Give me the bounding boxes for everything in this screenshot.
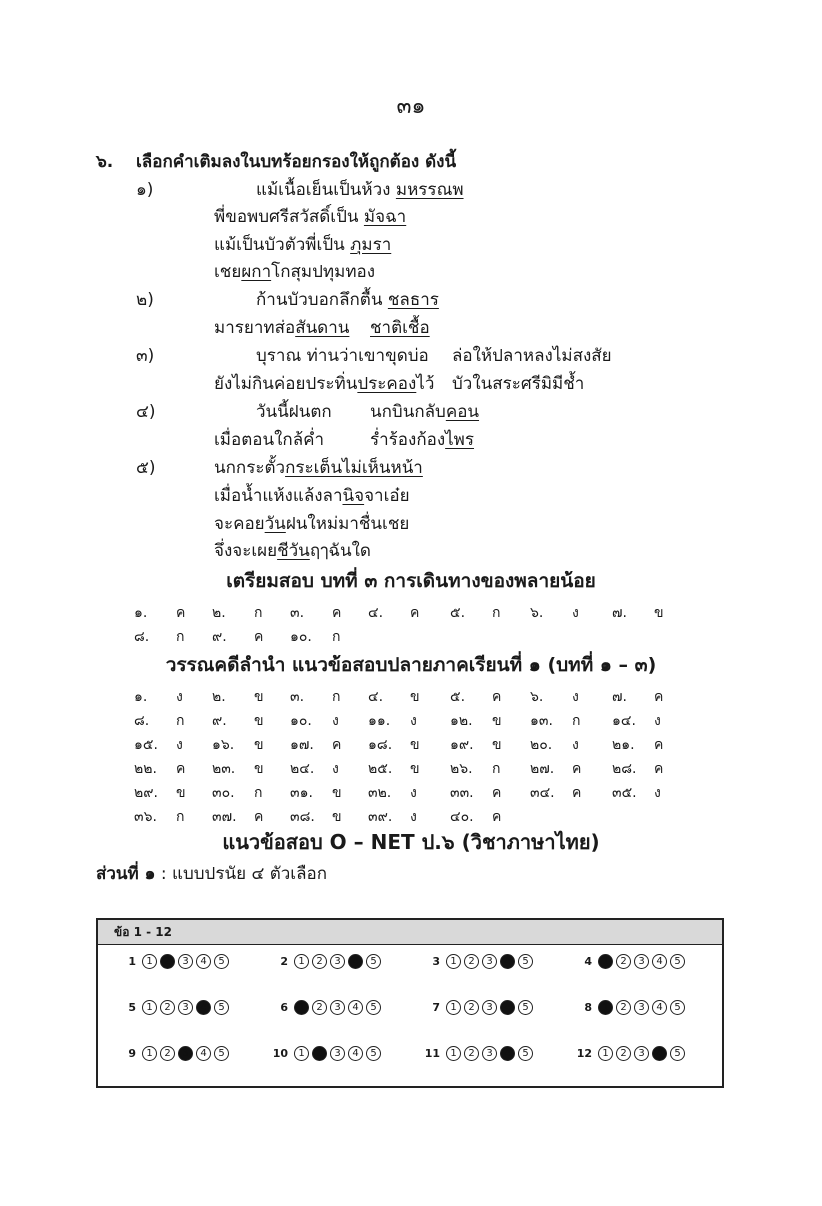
answer-item (290, 710, 339, 732)
answer-number: ๓๕. (612, 785, 637, 801)
answer-item (134, 806, 184, 828)
answer-choice: ค (410, 605, 420, 621)
answer-number: ๓๑. (290, 785, 313, 801)
item3-line1a: บุราณ ท่านว่าเขาขุดบ่อ (256, 346, 429, 366)
bubble-filled: 2 (160, 954, 175, 969)
answer-number: ๓๗. (212, 809, 237, 825)
answer-number: ๓๒. (368, 785, 392, 801)
bubble-option: 1 (294, 954, 309, 969)
bubble-filled: 2 (312, 1046, 327, 1061)
bubble-option: 5 (670, 1046, 685, 1061)
answer-item (450, 710, 502, 732)
answer-item (368, 734, 420, 756)
answer-number: ๑๐. (290, 629, 312, 645)
answer-choice: ง (332, 713, 339, 729)
answer-number: ๔๐. (450, 809, 474, 825)
answer-choice: ข (410, 689, 420, 705)
answer-item (368, 602, 419, 624)
item2-label: ๒) (136, 290, 154, 310)
bubble-question-number: 6 (280, 1001, 288, 1014)
answer-number: ๒๒. (134, 761, 157, 777)
bubble-option: 5 (214, 1000, 229, 1015)
answer-choice: ค (654, 689, 664, 705)
bubble-option: 5 (518, 1000, 533, 1015)
answer-choice: ง (410, 809, 417, 825)
q6-number: ๖. (96, 152, 114, 172)
answer-item (134, 758, 185, 780)
answer-choice: ข (492, 713, 502, 729)
answer-choice: ง (176, 737, 183, 753)
answer-number: ๔. (368, 605, 384, 621)
item1-line3: แม้เป็นบัวตัวพี่เป็น ภุมรา (214, 235, 392, 255)
answer-choice: ง (410, 713, 417, 729)
bubble-option: 1 (142, 1000, 157, 1015)
bubble-filled: 4 (652, 1046, 667, 1061)
answer-item (212, 602, 262, 624)
answer-item (530, 758, 581, 780)
bubble-question-number: 7 (432, 1001, 440, 1014)
bubble-question (422, 1046, 536, 1061)
bubble-option: 4 (196, 954, 211, 969)
item1-label: ๑) (136, 180, 154, 200)
answer-sheet (96, 918, 724, 1088)
bubble-option: 5 (518, 954, 533, 969)
bubble-question-number: 12 (576, 1047, 592, 1060)
answer-item (450, 782, 501, 804)
bubble-option: 5 (366, 1046, 381, 1061)
bubble-question-number: 9 (128, 1047, 136, 1060)
item2-line2b: ชาติเชื้อ (370, 318, 430, 338)
answer-number: ๓๘. (290, 809, 315, 825)
bubble-question-number: 8 (584, 1001, 592, 1014)
answer-choice: ข (654, 605, 664, 621)
answer-item (450, 686, 501, 708)
answer-choice: ค (654, 737, 664, 753)
section2-heading: เตรียมสอบ บทที่ ๓ การเดินทางของพลายน้อย (226, 570, 596, 592)
answer-item (290, 758, 339, 780)
answer-item (368, 782, 417, 804)
answer-number: ๙. (212, 629, 227, 645)
bubble-question (270, 1000, 384, 1015)
answer-choice: ง (572, 737, 579, 753)
bubble-filled: 3 (178, 1046, 193, 1061)
bubble-question (422, 1000, 536, 1015)
bubble-question (118, 1046, 232, 1061)
answer-choice: ก (176, 713, 185, 729)
answer-choice: ก (332, 689, 341, 705)
answer-choice: ข (492, 737, 502, 753)
section4-heading: แนวข้อสอบ O – NET ป.๖ (วิชาภาษาไทย) (222, 830, 600, 854)
bubble-option: 5 (670, 954, 685, 969)
bubble-option: 2 (616, 954, 631, 969)
bubble-question-number: 4 (584, 955, 592, 968)
bubble-question (270, 954, 384, 969)
answer-item (290, 602, 341, 624)
item5-line1: นกกระตั้วกระเต็นไม่เห็นหน้า (214, 458, 423, 478)
bubble-filled: 4 (500, 1046, 515, 1061)
bubble-option: 3 (482, 1046, 497, 1061)
answer-number: ๑๑. (368, 713, 391, 729)
answer-choice: ค (654, 761, 664, 777)
answer-item (212, 758, 264, 780)
answer-choice: ค (572, 761, 582, 777)
answer-item (134, 686, 183, 708)
bubble-question (574, 1046, 688, 1061)
answer-choice: ค (332, 737, 342, 753)
answer-item (212, 734, 264, 756)
answer-choice: ก (492, 761, 501, 777)
answer-number: ๓๓. (450, 785, 474, 801)
bubble-question (270, 1046, 384, 1061)
bubble-option: 1 (598, 1046, 613, 1061)
bubble-option: 5 (518, 1046, 533, 1061)
bubble-option: 3 (634, 1046, 649, 1061)
bubble-option: 4 (348, 1046, 363, 1061)
bubble-option: 3 (330, 954, 345, 969)
answer-item (530, 602, 579, 624)
item1-line1: แม้เนื้อเย็นเป็นห้วง มหรรณพ (256, 180, 464, 200)
answer-number: ๘. (134, 629, 150, 645)
bubble-option: 2 (160, 1000, 175, 1015)
answer-number: ๑๒. (450, 713, 473, 729)
item4-line2b: ร่ำร้องก้องไพร (370, 430, 475, 450)
answer-choice: ข (332, 785, 342, 801)
bubble-option: 1 (142, 1046, 157, 1061)
bubble-question-number: 5 (128, 1001, 136, 1014)
answer-choice: ค (254, 809, 264, 825)
answer-item (212, 686, 264, 708)
answer-choice: ข (176, 785, 186, 801)
bubble-filled: 1 (598, 1000, 613, 1015)
bubble-option: 3 (330, 1046, 345, 1061)
q6-title: เลือกคำเติมลงในบทร้อยกรองให้ถูกต้อง ดังนี้ (136, 152, 457, 172)
answer-number: ๘. (134, 713, 150, 729)
answer-item (612, 782, 661, 804)
answer-sheet-header: ข้อ 1 - 12 (98, 920, 722, 945)
answer-number: ๒. (212, 689, 226, 705)
bubble-option: 3 (482, 1000, 497, 1015)
answer-choice: ก (572, 713, 581, 729)
answer-number: ๑๕. (134, 737, 158, 753)
answer-choice: ง (572, 605, 579, 621)
answer-item (134, 602, 185, 624)
answer-item (450, 734, 502, 756)
answer-number: ๑๗. (290, 737, 314, 753)
answer-number: ๔. (368, 689, 384, 705)
bubble-option: 1 (294, 1046, 309, 1061)
answer-number: ๓๖. (134, 809, 157, 825)
answer-item (530, 734, 579, 756)
answer-number: ๒. (212, 605, 226, 621)
answer-number: ๒๕. (368, 761, 393, 777)
answer-choice: ง (410, 785, 417, 801)
answer-item (368, 806, 417, 828)
item3-line2a: ยังไม่กินค่อยประทิ่นประคองไว้ (214, 374, 435, 394)
bubble-option: 5 (366, 1000, 381, 1015)
answer-item (212, 806, 263, 828)
answer-choice: ข (410, 737, 420, 753)
answer-choice: ก (254, 785, 263, 801)
answer-choice: ง (654, 785, 661, 801)
answer-number: ๓. (290, 689, 305, 705)
bubble-option: 2 (312, 1000, 327, 1015)
bubble-question (422, 954, 536, 969)
bubble-question (574, 954, 688, 969)
answer-number: ๒๓. (212, 761, 236, 777)
answer-number: ๖. (530, 689, 544, 705)
answer-number: ๕. (450, 605, 466, 621)
answer-number: ๑๘. (368, 737, 393, 753)
answer-number: ๑๓. (530, 713, 553, 729)
item5-line3: จะคอยวันฝนใหม่มาชื่นเชย (214, 514, 410, 534)
bubble-option: 1 (142, 954, 157, 969)
bubble-filled: 4 (500, 1000, 515, 1015)
answer-number: ๒๐. (530, 737, 553, 753)
answer-number: ๖. (530, 605, 544, 621)
bubble-filled: 1 (598, 954, 613, 969)
item5-line4: จึ่งจะเผยชีวันฤๅฉันใด (214, 541, 371, 561)
bubble-question-number: 2 (280, 955, 288, 968)
item5-label: ๕) (136, 458, 156, 478)
answer-choice: ข (410, 761, 420, 777)
answer-choice: ค (572, 785, 582, 801)
answer-item (612, 710, 661, 732)
answer-choice: ง (332, 761, 339, 777)
bubble-option: 5 (214, 1046, 229, 1061)
bubble-question-number: 3 (432, 955, 440, 968)
answer-item (612, 602, 664, 624)
answer-choice: ข (254, 713, 264, 729)
answer-choice: ข (254, 737, 264, 753)
answer-item (290, 782, 342, 804)
answer-item (290, 806, 342, 828)
bubble-question-number: 1 (128, 955, 136, 968)
answer-number: ๒๗. (530, 761, 555, 777)
bubble-option: 1 (446, 1046, 461, 1061)
bubble-option: 3 (482, 954, 497, 969)
answer-number: ๑๖. (212, 737, 235, 753)
answer-number: ๒๔. (290, 761, 315, 777)
item1-line4: เชยผกาโกสุมปทุมทอง (214, 262, 376, 282)
bubble-option: 4 (652, 1000, 667, 1015)
answer-number: ๗. (612, 605, 627, 621)
answer-choice: ค (176, 761, 186, 777)
answer-item (530, 782, 581, 804)
bubble-option: 2 (160, 1046, 175, 1061)
answer-choice: ก (176, 629, 185, 645)
page-number: ๓๑ (396, 94, 426, 119)
answer-choice: ค (254, 629, 264, 645)
item3-label: ๓) (136, 346, 155, 366)
answer-choice: ก (254, 605, 263, 621)
bubble-option: 3 (634, 1000, 649, 1015)
answer-choice: ก (176, 809, 185, 825)
answer-item (612, 686, 663, 708)
answer-choice: ค (176, 605, 186, 621)
bubble-option: 2 (464, 954, 479, 969)
answer-choice: ง (572, 689, 579, 705)
bubble-option: 4 (196, 1046, 211, 1061)
answer-number: ๙. (212, 713, 227, 729)
answer-choice: ค (492, 785, 502, 801)
answer-item (368, 710, 417, 732)
bubble-question (118, 954, 232, 969)
answer-item (368, 686, 420, 708)
answer-item (134, 734, 183, 756)
answer-number: ๑. (134, 689, 148, 705)
bubble-question (574, 1000, 688, 1015)
answer-choice: ข (254, 689, 264, 705)
bubble-option: 4 (652, 954, 667, 969)
answer-item (612, 758, 663, 780)
answer-item (134, 710, 184, 732)
bubble-option: 3 (330, 1000, 345, 1015)
bubble-question (118, 1000, 232, 1015)
answer-number: ๗. (612, 689, 627, 705)
answer-item (134, 782, 186, 804)
answer-item (212, 782, 262, 804)
answer-item (290, 626, 340, 648)
answer-number: ๑๔. (612, 713, 636, 729)
bubble-option: 1 (446, 1000, 461, 1015)
item3-line2b: บัวในสระศรีมิมีช้ำ (452, 374, 585, 394)
answer-item (530, 686, 579, 708)
answer-choice: ค (492, 809, 502, 825)
bubble-option: 2 (616, 1046, 631, 1061)
answer-item (290, 686, 340, 708)
answer-number: ๒๖. (450, 761, 473, 777)
answer-number: ๓๔. (530, 785, 555, 801)
answer-choice: ง (654, 713, 661, 729)
answer-item (612, 734, 663, 756)
answer-item (530, 710, 580, 732)
answer-number: ๓๙. (368, 809, 393, 825)
bubble-option: 3 (178, 1000, 193, 1015)
answer-number: ๑๐. (290, 713, 312, 729)
answer-choice: ง (176, 689, 183, 705)
bubble-option: 4 (348, 1000, 363, 1015)
answer-number: ๒๙. (134, 785, 158, 801)
answer-choice: ข (332, 809, 342, 825)
item2-line2: มารยาทส่อสันดาน (214, 318, 350, 338)
answer-choice: ก (332, 629, 341, 645)
bubble-option: 3 (634, 954, 649, 969)
answer-number: ๒๑. (612, 737, 635, 753)
item4-line2a: เมื่อตอนใกล้ค่ำ (214, 430, 325, 450)
item4-label: ๔) (136, 402, 156, 422)
bubble-filled: 4 (500, 954, 515, 969)
answer-item (450, 806, 501, 828)
answer-choice: ก (492, 605, 501, 621)
answer-number: ๓๐. (212, 785, 235, 801)
part-line: ส่วนที่ ๑ : แบบปรนัย ๔ ตัวเลือก (96, 864, 328, 884)
answer-number: ๓. (290, 605, 305, 621)
item2-line1: ก้านบัวบอกลึกตื้น ชลธาร (256, 290, 439, 310)
bubble-option: 5 (670, 1000, 685, 1015)
item1-line2: พี่ขอพบศรีสวัสดิ์เป็น มัจฉา (214, 207, 407, 227)
bubble-option: 2 (312, 954, 327, 969)
item4-line1a: วันนี้ฝนตก (256, 402, 332, 422)
answer-choice: ค (332, 605, 342, 621)
answer-item (290, 734, 341, 756)
bubble-filled: 1 (294, 1000, 309, 1015)
bubble-option: 5 (214, 954, 229, 969)
answer-item (368, 758, 420, 780)
answer-number: ๑๙. (450, 737, 474, 753)
bubble-question-number: 10 (272, 1047, 288, 1060)
bubble-option: 1 (446, 954, 461, 969)
bubble-filled: 4 (196, 1000, 211, 1015)
bubble-option: 2 (616, 1000, 631, 1015)
bubble-option: 5 (366, 954, 381, 969)
answer-item (212, 626, 263, 648)
section3-heading: วรรณคดีลำนำ แนวข้อสอบปลายภาคเรียนที่ ๑ (บทที่ ๑ – ๓) (165, 654, 657, 676)
answer-number: ๕. (450, 689, 466, 705)
bubble-option: 2 (464, 1000, 479, 1015)
answer-item (450, 758, 500, 780)
item3-line1b: ล่อให้ปลาหลงไม่สงสัย (452, 346, 612, 366)
answer-choice: ค (492, 689, 502, 705)
bubble-question-number: 11 (424, 1047, 440, 1060)
answer-item (134, 626, 184, 648)
answer-number: ๑. (134, 605, 148, 621)
item5-line2: เมื่อน้ำแห้งแล้งลานิจจาเอ๋ย (214, 486, 410, 506)
answer-item (212, 710, 264, 732)
bubble-option: 2 (464, 1046, 479, 1061)
bubble-filled: 4 (348, 954, 363, 969)
bubble-option: 3 (178, 954, 193, 969)
item4-line1b: นกบินกลับคอน (370, 402, 480, 422)
answer-number: ๒๘. (612, 761, 637, 777)
answer-item (450, 602, 500, 624)
answer-choice: ข (254, 761, 264, 777)
